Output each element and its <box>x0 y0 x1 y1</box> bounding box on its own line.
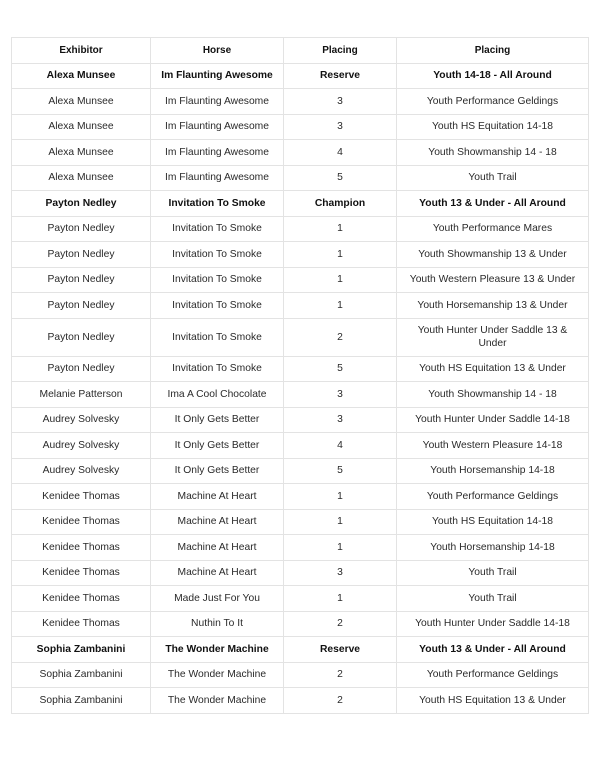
cell-horse: Im Flaunting Awesome <box>151 63 284 89</box>
cell-horse: Machine At Heart <box>151 535 284 561</box>
cell-placing: 3 <box>284 114 397 140</box>
cell-class: Youth Hunter Under Saddle 13 & Under <box>397 318 589 356</box>
results-table <box>11 37 589 714</box>
cell-exhibitor: Payton Nedley <box>12 318 151 356</box>
cell-exhibitor: Sophia Zambanini <box>12 637 151 663</box>
table-row <box>12 509 589 535</box>
cell-exhibitor: Sophia Zambanini <box>12 688 151 714</box>
cell-exhibitor: Audrey Solvesky <box>12 433 151 459</box>
cell-placing: 2 <box>284 318 397 356</box>
table-row <box>12 560 589 586</box>
cell-horse: Im Flaunting Awesome <box>151 140 284 166</box>
header-class: Placing <box>397 38 589 64</box>
cell-exhibitor: Alexa Munsee <box>12 165 151 191</box>
table-row <box>12 242 589 268</box>
cell-class: Youth Horsemanship 14-18 <box>397 458 589 484</box>
cell-horse: Nuthin To It <box>151 611 284 637</box>
cell-horse: Invitation To Smoke <box>151 216 284 242</box>
cell-placing: 1 <box>284 242 397 268</box>
cell-horse: The Wonder Machine <box>151 688 284 714</box>
cell-class: Youth Showmanship 13 & Under <box>397 242 589 268</box>
cell-class: Youth 13 & Under - All Around <box>397 637 589 663</box>
cell-class: Youth Trail <box>397 586 589 612</box>
cell-horse: The Wonder Machine <box>151 662 284 688</box>
cell-exhibitor: Kenidee Thomas <box>12 535 151 561</box>
table-row <box>12 165 589 191</box>
cell-class: Youth 13 & Under - All Around <box>397 191 589 217</box>
cell-exhibitor: Kenidee Thomas <box>12 560 151 586</box>
cell-class: Youth 14-18 - All Around <box>397 63 589 89</box>
table-row <box>12 586 589 612</box>
cell-horse: Im Flaunting Awesome <box>151 89 284 115</box>
cell-placing: 4 <box>284 433 397 459</box>
table-row <box>12 140 589 166</box>
cell-placing: 2 <box>284 611 397 637</box>
table-row <box>12 484 589 510</box>
cell-placing: Reserve <box>284 637 397 663</box>
cell-class: Youth Horsemanship 13 & Under <box>397 293 589 319</box>
table-row <box>12 688 589 714</box>
cell-class: Youth HS Equitation 14-18 <box>397 114 589 140</box>
table-row <box>12 293 589 319</box>
cell-horse: Im Flaunting Awesome <box>151 165 284 191</box>
cell-exhibitor: Alexa Munsee <box>12 140 151 166</box>
cell-exhibitor: Payton Nedley <box>12 242 151 268</box>
cell-placing: 3 <box>284 89 397 115</box>
cell-exhibitor: Payton Nedley <box>12 267 151 293</box>
cell-exhibitor: Audrey Solvesky <box>12 458 151 484</box>
table-row <box>12 458 589 484</box>
table-row <box>12 267 589 293</box>
cell-placing: 4 <box>284 140 397 166</box>
cell-class: Youth Western Pleasure 14-18 <box>397 433 589 459</box>
cell-placing: 2 <box>284 688 397 714</box>
cell-placing: 1 <box>284 216 397 242</box>
cell-exhibitor: Alexa Munsee <box>12 114 151 140</box>
cell-class: Youth Hunter Under Saddle 14-18 <box>397 611 589 637</box>
cell-class: Youth Trail <box>397 560 589 586</box>
cell-horse: Invitation To Smoke <box>151 242 284 268</box>
cell-class: Youth HS Equitation 13 & Under <box>397 356 589 382</box>
cell-class: Youth HS Equitation 13 & Under <box>397 688 589 714</box>
cell-exhibitor: Kenidee Thomas <box>12 611 151 637</box>
cell-exhibitor: Alexa Munsee <box>12 63 151 89</box>
cell-class: Youth HS Equitation 14-18 <box>397 509 589 535</box>
table-row <box>12 63 589 89</box>
cell-class: Youth Showmanship 14 - 18 <box>397 140 589 166</box>
table-row <box>12 611 589 637</box>
cell-placing: 5 <box>284 165 397 191</box>
cell-class: Youth Showmanship 14 - 18 <box>397 382 589 408</box>
cell-placing: 5 <box>284 458 397 484</box>
cell-exhibitor: Payton Nedley <box>12 216 151 242</box>
cell-exhibitor: Kenidee Thomas <box>12 586 151 612</box>
cell-horse: Invitation To Smoke <box>151 293 284 319</box>
cell-class: Youth Performance Geldings <box>397 662 589 688</box>
table-row <box>12 637 589 663</box>
table-row <box>12 89 589 115</box>
table-row <box>12 216 589 242</box>
cell-exhibitor: Payton Nedley <box>12 293 151 319</box>
table-row <box>12 356 589 382</box>
cell-horse: Invitation To Smoke <box>151 191 284 217</box>
table-row <box>12 662 589 688</box>
cell-class: Youth Trail <box>397 165 589 191</box>
cell-horse: Machine At Heart <box>151 560 284 586</box>
cell-class: Youth Performance Mares <box>397 216 589 242</box>
cell-exhibitor: Payton Nedley <box>12 191 151 217</box>
cell-horse: Im Flaunting Awesome <box>151 114 284 140</box>
cell-horse: The Wonder Machine <box>151 637 284 663</box>
header-row <box>12 38 589 64</box>
header-horse: Horse <box>151 38 284 64</box>
cell-placing: Reserve <box>284 63 397 89</box>
table-row <box>12 114 589 140</box>
cell-exhibitor: Audrey Solvesky <box>12 407 151 433</box>
cell-horse: Made Just For You <box>151 586 284 612</box>
cell-horse: It Only Gets Better <box>151 407 284 433</box>
cell-placing: 1 <box>284 535 397 561</box>
cell-exhibitor: Kenidee Thomas <box>12 509 151 535</box>
cell-horse: Ima A Cool Chocolate <box>151 382 284 408</box>
cell-horse: Machine At Heart <box>151 509 284 535</box>
table-row <box>12 433 589 459</box>
table-row <box>12 318 589 356</box>
cell-exhibitor: Alexa Munsee <box>12 89 151 115</box>
cell-placing: 1 <box>284 484 397 510</box>
cell-class: Youth Western Pleasure 13 & Under <box>397 267 589 293</box>
cell-class: Youth Performance Geldings <box>397 89 589 115</box>
cell-placing: Champion <box>284 191 397 217</box>
cell-exhibitor: Melanie Patterson <box>12 382 151 408</box>
cell-exhibitor: Kenidee Thomas <box>12 484 151 510</box>
table-row <box>12 191 589 217</box>
cell-exhibitor: Payton Nedley <box>12 356 151 382</box>
cell-placing: 1 <box>284 509 397 535</box>
cell-horse: It Only Gets Better <box>151 433 284 459</box>
cell-placing: 3 <box>284 560 397 586</box>
table-row <box>12 407 589 433</box>
cell-placing: 2 <box>284 662 397 688</box>
table-body <box>12 63 589 713</box>
cell-placing: 5 <box>284 356 397 382</box>
table-row <box>12 535 589 561</box>
cell-horse: It Only Gets Better <box>151 458 284 484</box>
header-placing: Placing <box>284 38 397 64</box>
cell-placing: 1 <box>284 293 397 319</box>
cell-class: Youth Horsemanship 14-18 <box>397 535 589 561</box>
cell-placing: 3 <box>284 382 397 408</box>
cell-class: Youth Performance Geldings <box>397 484 589 510</box>
cell-class: Youth Hunter Under Saddle 14-18 <box>397 407 589 433</box>
cell-horse: Invitation To Smoke <box>151 267 284 293</box>
table-row <box>12 382 589 408</box>
cell-placing: 1 <box>284 586 397 612</box>
cell-horse: Invitation To Smoke <box>151 356 284 382</box>
cell-exhibitor: Sophia Zambanini <box>12 662 151 688</box>
cell-horse: Invitation To Smoke <box>151 318 284 356</box>
cell-placing: 3 <box>284 407 397 433</box>
cell-horse: Machine At Heart <box>151 484 284 510</box>
header-exhibitor: Exhibitor <box>12 38 151 64</box>
cell-placing: 1 <box>284 267 397 293</box>
